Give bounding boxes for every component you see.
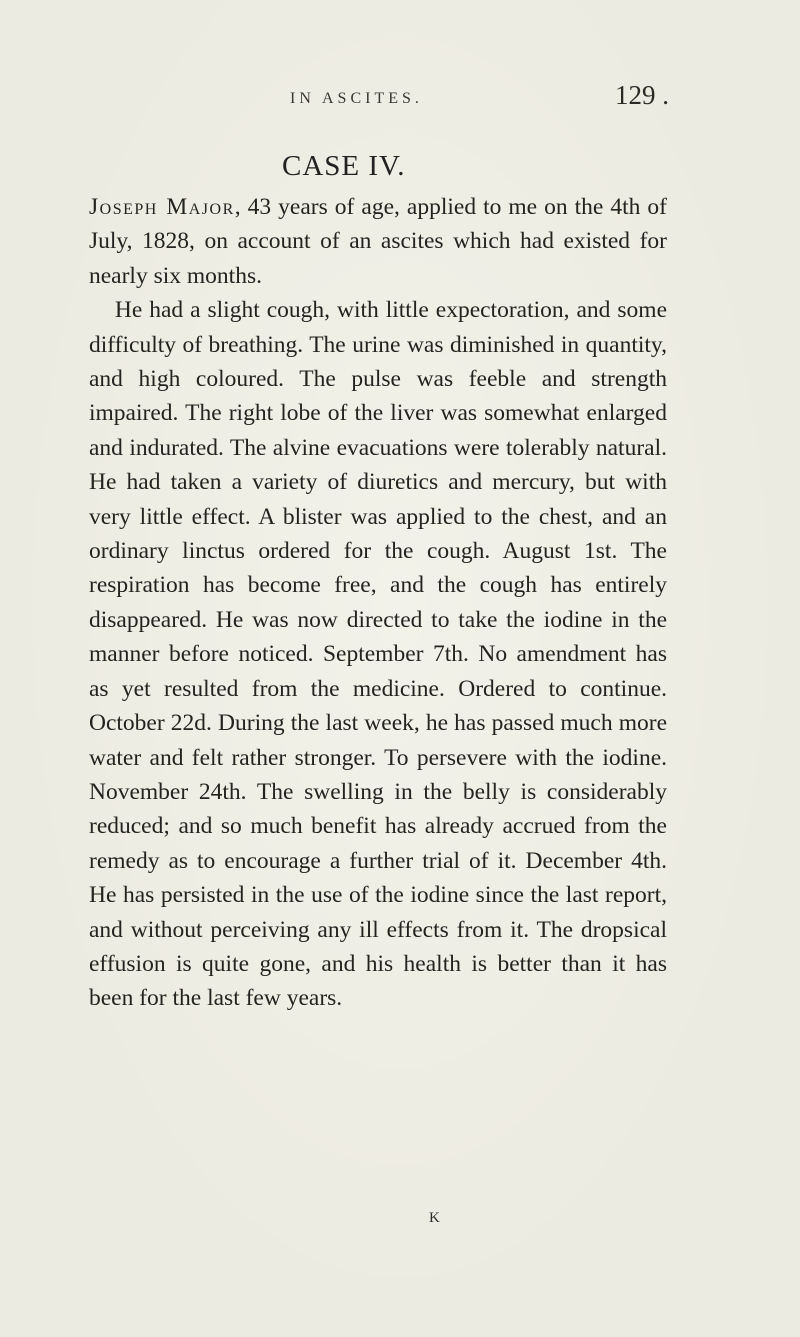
running-head: IN ASCITES. — [290, 90, 423, 107]
page-number: 129 . — [615, 80, 669, 110]
case-text — [89, 190, 667, 1016]
first-paragraph-text: , 43 years of age, applied to me on the 4th of July, 1828, on account of an ascites which had existed for nearly six months. — [89, 194, 667, 289]
signature-mark: K — [429, 1210, 440, 1226]
first-paragraph — [89, 190, 667, 293]
case-title: CASE IV. — [282, 150, 406, 182]
case-history-paragraph: He had a slight cough, with little expectoration, and some difficulty of breathing. The urine was diminished in quantity, and high coloured. The pulse was feeble and strength impaired. The right lobe of the liver was somewhat enlarged and indurated. The alvine evacuations were tolerably natural. He had taken a variety of diuretics and mercury, but with very little effect. A blister was applied to the chest, and an ordinary linctus ordered for the cough. August 1st. The respiration has become free, and the cough has entirely disappeared. He was now directed to take the iodine in the manner before noticed. September 7th. No amendment has as yet resulted from the medicine. Ordered to continue. October 22d. During the last week, he has passed much more water and felt rather stronger. To persevere with the iodine. November 24th. The swelling in the belly is considerably reduced; and so much benefit has already accrued from the remedy as to encourage a further trial of it. December 4th. He has persisted in the use of the iodine since the last report, and without perceiving any ill effects from it. The dropsical effusion is quite gone, and his health is better than it has been for the last few years. — [89, 297, 667, 1012]
patient-name: Joseph Major — [89, 194, 235, 220]
